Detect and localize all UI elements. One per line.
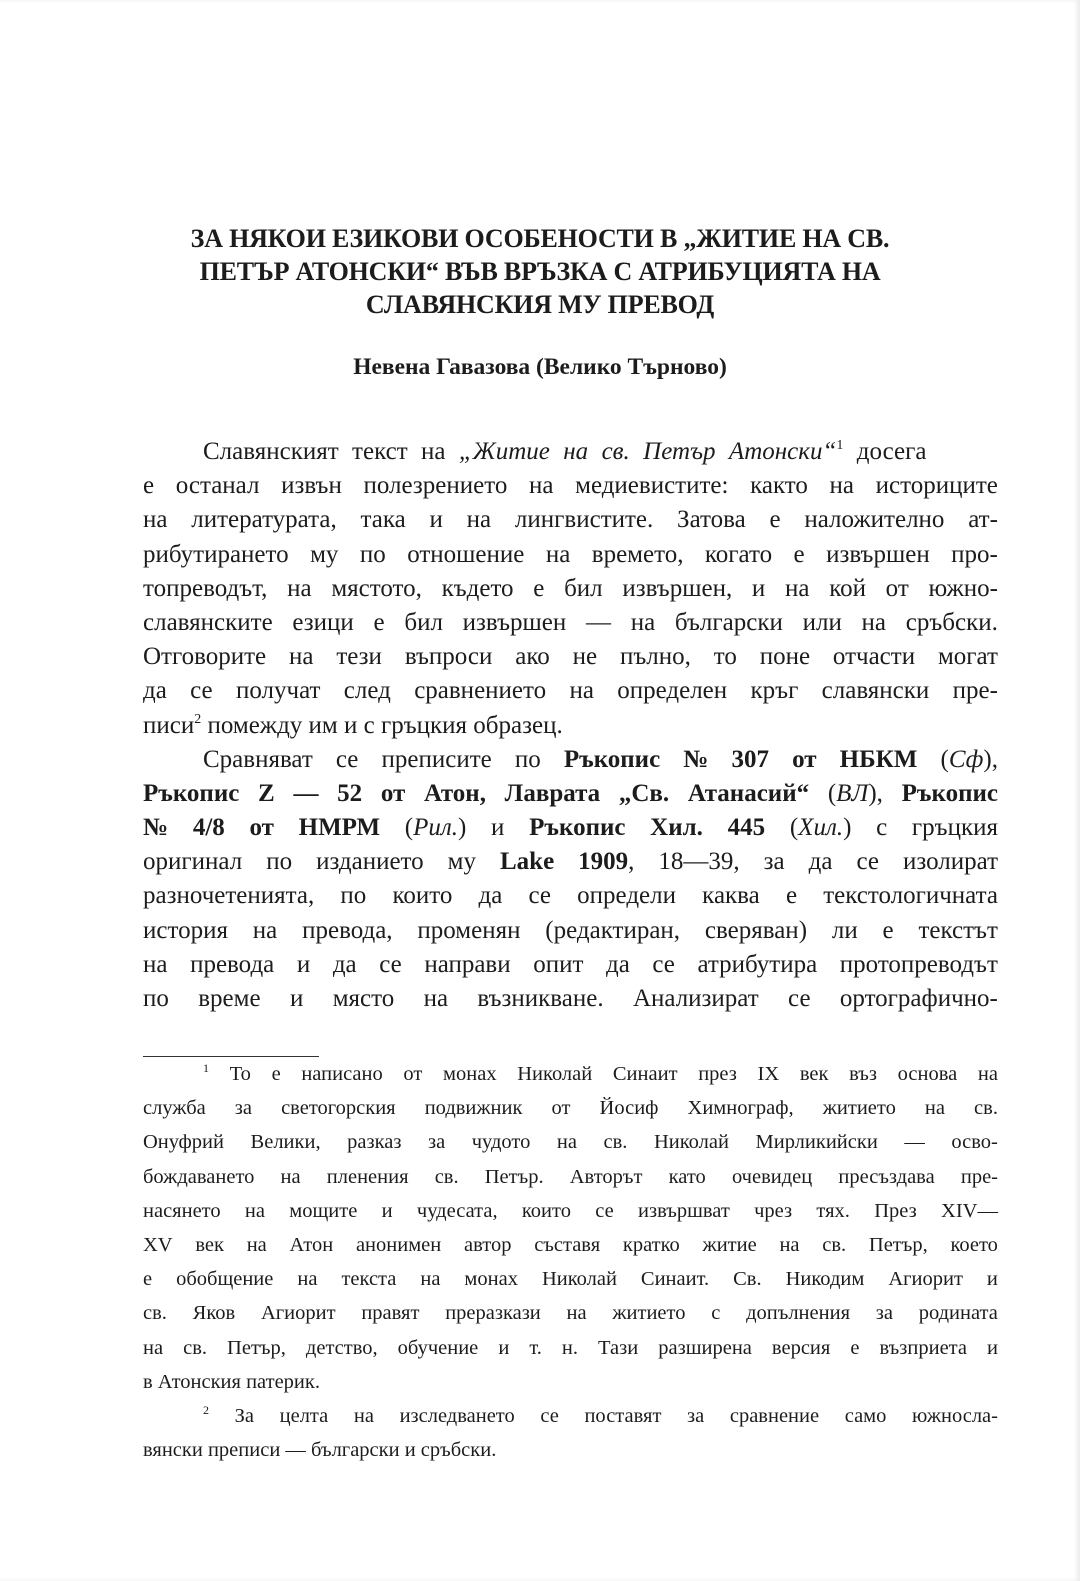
- word: да: [332, 950, 357, 978]
- footnote-line: [143, 1300, 998, 1334]
- word: век: [195, 1233, 224, 1256]
- word: извършват: [638, 1199, 730, 1222]
- word: извън: [281, 472, 342, 500]
- word: —: [904, 1131, 925, 1154]
- word: атрибутира: [697, 950, 818, 978]
- word: на: [779, 1233, 800, 1256]
- word: както: [750, 472, 808, 500]
- word: правят: [361, 1302, 420, 1325]
- word: св.: [183, 1336, 208, 1359]
- word: на: [246, 1233, 267, 1256]
- word: възникване.: [477, 985, 604, 1012]
- footnote-line: [143, 1335, 998, 1369]
- word: насянето: [143, 1199, 221, 1222]
- footnote-line: в Атонския патерик.: [143, 1370, 320, 1393]
- text-run: [143, 811, 998, 845]
- word: житието: [822, 1097, 896, 1120]
- word: на: [143, 506, 168, 534]
- text-run: [203, 743, 998, 777]
- text-line: [143, 640, 998, 674]
- word: Йосиф: [599, 1097, 659, 1120]
- word: [203, 435, 926, 469]
- word: на: [545, 540, 571, 568]
- word: възприета: [879, 1336, 967, 1359]
- word: така: [360, 506, 406, 534]
- word: пресъздава: [838, 1165, 935, 1188]
- text-line: [143, 879, 998, 913]
- word: XV: [143, 1233, 173, 1256]
- word: преразкази: [445, 1302, 541, 1325]
- word: на: [630, 608, 656, 636]
- word: про-: [951, 540, 998, 568]
- text-run: То е написано от монах Николай Синаит през IX век въз основа на: [209, 1063, 998, 1085]
- word: Затова: [677, 506, 746, 534]
- word: да: [478, 882, 503, 910]
- word: Химнограф,: [687, 1097, 794, 1120]
- word: През: [874, 1199, 917, 1222]
- word: Мирликийски: [755, 1131, 878, 1154]
- word: н.: [561, 1336, 579, 1359]
- footnote-number: 1: [203, 1061, 209, 1075]
- word: на: [244, 1199, 265, 1222]
- text-run: [143, 777, 998, 811]
- word: могат: [937, 643, 998, 671]
- word: на: [143, 1336, 164, 1359]
- word: които: [392, 882, 453, 910]
- word: чрез: [754, 1199, 793, 1222]
- word: то: [713, 643, 737, 671]
- word: и: [987, 1336, 998, 1359]
- word: ортографично-: [839, 985, 998, 1012]
- word: по: [340, 882, 367, 910]
- text-line: [143, 538, 998, 572]
- word: чудесата,: [416, 1199, 498, 1222]
- word: анонимен: [355, 1233, 442, 1256]
- word: мощите: [289, 1199, 358, 1222]
- word: времето,: [591, 540, 684, 568]
- word: Петър.: [484, 1165, 544, 1188]
- word: ако: [515, 643, 550, 671]
- word: XIV—: [941, 1199, 998, 1222]
- word: и: [429, 506, 443, 534]
- word: пре-: [952, 677, 998, 705]
- word: Тази: [598, 1336, 639, 1359]
- word: на: [297, 1268, 318, 1291]
- word: ли: [831, 916, 858, 944]
- word: история: [143, 916, 228, 944]
- word: поне: [759, 643, 811, 671]
- word: пълно,: [619, 643, 691, 671]
- word: текстологичната: [823, 882, 998, 910]
- word: очевидец: [731, 1165, 813, 1188]
- text-run: Славянският текст на: [203, 438, 459, 465]
- manuscript-ref: № 4/8 от НМРМ: [143, 814, 381, 842]
- word: извършен,: [622, 574, 733, 602]
- word: бил: [404, 608, 443, 636]
- word: славянски: [821, 677, 930, 705]
- word: чудото: [471, 1131, 531, 1154]
- footnote-line: [143, 1232, 998, 1266]
- word: автор: [464, 1233, 512, 1256]
- text-run: Сравняват се преписите по: [203, 745, 564, 773]
- word: е: [882, 916, 894, 944]
- word: версия: [771, 1336, 831, 1359]
- word: —: [585, 608, 611, 636]
- footnote-line: [143, 1266, 998, 1300]
- text-line: [143, 811, 998, 845]
- text-line: [143, 777, 998, 811]
- word: св.: [143, 1302, 167, 1325]
- word: получат: [235, 677, 321, 705]
- word: Петър,: [868, 1233, 928, 1256]
- word: житието: [612, 1302, 686, 1325]
- word: определи: [577, 882, 676, 910]
- word: на: [829, 472, 855, 500]
- text-line: [143, 572, 998, 606]
- word: отношение: [407, 540, 525, 568]
- text-line: [143, 982, 998, 1016]
- word: текстът: [918, 916, 998, 944]
- word: наложително: [804, 506, 945, 534]
- word: се: [190, 677, 213, 705]
- text-line: [143, 709, 998, 743]
- word: Яков: [192, 1302, 236, 1325]
- text-run: [203, 1403, 998, 1437]
- word: където: [441, 574, 514, 602]
- text-run: ) и: [458, 814, 530, 842]
- footnote-number: 2: [203, 1402, 209, 1417]
- footnote-separator: [143, 1056, 319, 1057]
- word: кой: [829, 574, 866, 602]
- text-run: оригинал по изданието му: [143, 848, 500, 876]
- text-run: (: [917, 745, 949, 773]
- word: сравнението: [414, 677, 547, 705]
- word: е: [143, 472, 155, 500]
- word: отчасти: [832, 643, 916, 671]
- word: опит: [533, 950, 584, 978]
- word: житие: [702, 1233, 757, 1256]
- word: сръбски.: [905, 608, 998, 636]
- word: сверяван): [704, 916, 808, 944]
- text-line: [143, 914, 998, 948]
- word: на: [529, 472, 554, 500]
- word: лингвистите.: [514, 506, 654, 534]
- siglum: ВЛ: [836, 779, 869, 807]
- word: български: [674, 608, 783, 636]
- word: разночетенията,: [143, 882, 315, 910]
- word: като: [668, 1165, 706, 1188]
- word: на: [252, 916, 278, 944]
- word: е: [373, 608, 385, 636]
- word: разказ: [347, 1131, 402, 1154]
- word: Агиорит: [888, 1268, 963, 1291]
- text-line: [143, 606, 998, 640]
- word: т.: [529, 1336, 542, 1359]
- word: Анализират: [632, 985, 759, 1012]
- text-run: , 18—39, за да се изолират: [628, 848, 998, 876]
- word: на: [861, 608, 887, 636]
- title-line: СЛАВЯНСКИЯ МУ ПРЕВОД: [365, 290, 715, 319]
- word: се: [379, 950, 402, 978]
- word: Николай: [653, 1131, 729, 1154]
- word: на: [289, 643, 314, 671]
- word: св.: [822, 1233, 847, 1256]
- word: по: [359, 540, 386, 568]
- word: топреводът,: [143, 574, 268, 602]
- word: определен: [617, 677, 728, 705]
- word: (редактиран,: [545, 916, 681, 944]
- word: не: [572, 643, 598, 671]
- word: св.: [434, 1165, 459, 1188]
- word: медиевистите:: [575, 472, 729, 500]
- word: на: [556, 1131, 577, 1154]
- word: въпроси: [404, 643, 493, 671]
- word: Авторът: [569, 1165, 643, 1188]
- text-line: [143, 948, 998, 982]
- word: славянските: [143, 608, 273, 636]
- word: Велики,: [250, 1131, 321, 1154]
- word: Атон: [289, 1233, 334, 1256]
- word: мястото,: [331, 574, 422, 602]
- word: Никодим: [785, 1268, 865, 1291]
- word: на: [569, 677, 594, 705]
- word: да: [143, 677, 167, 705]
- text-run: (: [809, 779, 837, 807]
- text-run: За целта на изследването се поставят за сравнение само южносла-: [209, 1404, 998, 1427]
- text-line: [143, 435, 998, 469]
- text-run: (: [380, 814, 414, 842]
- word: на: [785, 574, 810, 602]
- word: е: [143, 1268, 153, 1291]
- text-line: [143, 674, 998, 708]
- word: е: [533, 574, 545, 602]
- footnote-line: [143, 1095, 998, 1129]
- text-run: ),: [983, 745, 998, 773]
- manuscript-ref: Ръкопис № 307 от НБКМ: [563, 745, 918, 773]
- word: превода: [190, 950, 275, 978]
- word: езици: [292, 608, 354, 636]
- word: и: [296, 950, 311, 978]
- footnote-line: вянски преписи — български и сръбски.: [143, 1439, 497, 1462]
- text-run: [203, 1061, 998, 1095]
- word: тях.: [816, 1199, 850, 1222]
- footnote-line: [143, 1164, 998, 1198]
- word: от: [885, 574, 909, 602]
- word: бождаването: [143, 1165, 255, 1188]
- word: рибутирането: [143, 540, 289, 568]
- word: протопреводът: [839, 950, 998, 978]
- footnote-line: [143, 1061, 998, 1095]
- text-run: досега: [843, 438, 927, 465]
- word: за: [875, 1302, 893, 1325]
- word: на: [143, 950, 168, 978]
- word: му: [310, 540, 339, 568]
- word: текста: [341, 1268, 397, 1291]
- word: на: [420, 1268, 441, 1291]
- text-run: [143, 845, 998, 879]
- word: служба: [143, 1097, 206, 1120]
- word: осво-: [951, 1131, 998, 1154]
- word: с: [711, 1302, 721, 1325]
- main-text: [143, 435, 998, 1016]
- word: останал: [175, 472, 260, 500]
- article-title: [150, 222, 930, 321]
- word: или: [802, 608, 842, 636]
- word: монах: [464, 1268, 518, 1291]
- word: ат-: [968, 506, 998, 534]
- word: извършен: [462, 608, 567, 636]
- author-line: Невена Гавазова (Велико Търново): [353, 354, 727, 380]
- word: Онуфрий: [143, 1131, 224, 1154]
- footnote-ref-1[interactable]: 1: [836, 438, 844, 453]
- word: извършен: [826, 540, 930, 568]
- text-line: [143, 503, 998, 537]
- word: кръг: [750, 677, 799, 705]
- word: което: [950, 1233, 998, 1256]
- word: на: [287, 574, 312, 602]
- word: да: [605, 950, 630, 978]
- word: и: [986, 1268, 998, 1291]
- word: Отговорите: [143, 643, 267, 671]
- word: обучение: [397, 1336, 479, 1359]
- word: родината: [918, 1302, 998, 1325]
- word: и: [289, 985, 304, 1012]
- word: направи: [424, 950, 511, 978]
- word: се: [652, 950, 675, 978]
- text-line: [143, 845, 998, 879]
- word: след: [343, 677, 391, 705]
- siglum: Рил.: [413, 814, 459, 842]
- word: Синаит.: [640, 1268, 710, 1291]
- word: място: [332, 985, 395, 1012]
- edition-ref: Lake 1909: [499, 848, 629, 876]
- word: превода,: [302, 916, 393, 944]
- word: време: [198, 985, 261, 1012]
- title-line: ЗА НЯКОИ ЕЗИКОВИ ОСОБЕНОСТИ В „ЖИТИЕ НА СВ.: [190, 224, 890, 253]
- word: се: [528, 882, 551, 910]
- text-run: писи: [143, 711, 195, 739]
- word: пленения: [326, 1165, 409, 1188]
- word: променян: [417, 916, 521, 944]
- text-run: (: [765, 814, 799, 842]
- word: когато: [704, 540, 773, 568]
- word: и: [498, 1336, 510, 1359]
- word: каква: [702, 882, 760, 910]
- word: историците: [875, 472, 998, 500]
- word: подвижник: [424, 1097, 523, 1120]
- text-run: помежду им и с гръцкия образец.: [201, 711, 563, 739]
- word: южно-: [928, 574, 998, 602]
- word: съставя: [534, 1233, 601, 1256]
- text-line: [143, 469, 998, 503]
- footnote-line: [143, 1198, 998, 1232]
- word: допълнения: [746, 1302, 850, 1325]
- footnotes: [143, 1061, 998, 1471]
- manuscript-ref: Ръкопис Z — 52 от Атон, Лаврата „Св. Атанасий“: [143, 779, 810, 807]
- word: и: [381, 1199, 393, 1222]
- siglum: Сф: [948, 745, 984, 773]
- text-run: ) с гръцкия: [843, 814, 999, 842]
- text-line: [143, 743, 998, 777]
- word: на: [566, 1302, 587, 1325]
- text-run: ),: [868, 779, 902, 807]
- word: светогорския: [281, 1097, 396, 1120]
- word: се: [788, 985, 811, 1012]
- word: за: [427, 1131, 446, 1154]
- word: пре-: [960, 1165, 998, 1188]
- manuscript-ref: Ръкопис: [901, 779, 998, 807]
- word: Агиорит: [260, 1302, 336, 1325]
- word: от: [551, 1097, 571, 1120]
- word: литературата,: [191, 506, 337, 534]
- word: е: [850, 1336, 860, 1359]
- word: Св.: [733, 1268, 762, 1291]
- word: е: [793, 540, 805, 568]
- word: разширена: [658, 1336, 752, 1359]
- word: на: [423, 985, 449, 1012]
- word: тези: [336, 643, 382, 671]
- word: на: [924, 1097, 945, 1120]
- text-run: [143, 709, 563, 743]
- word: които: [521, 1199, 571, 1222]
- word: Петър,: [227, 1336, 286, 1359]
- word: бил: [564, 574, 603, 602]
- title-line: ПЕТЪР АТОНСКИ“ ВЪВ ВРЪЗКА С АТРИБУЦИЯТА НА: [199, 257, 881, 286]
- siglum: Хил.: [798, 814, 844, 842]
- word: на: [280, 1165, 301, 1188]
- word: полезрението: [363, 472, 508, 500]
- word: се: [595, 1199, 614, 1222]
- word: е: [785, 882, 798, 910]
- word: и: [751, 574, 766, 602]
- word: кратко: [622, 1233, 680, 1256]
- footnote-ref-2[interactable]: 2: [194, 711, 202, 727]
- word: обобщение: [176, 1268, 274, 1291]
- word: по: [143, 985, 169, 1012]
- manuscript-ref: Ръкопис Хил. 445: [529, 814, 766, 842]
- footnote-line: [143, 1129, 998, 1163]
- word: Николай: [541, 1268, 617, 1291]
- footnote-line: [143, 1403, 998, 1437]
- work-title: „Житие на св. Петър Атонски“: [458, 438, 837, 465]
- word: детство,: [305, 1336, 378, 1359]
- word: св.: [974, 1097, 998, 1120]
- word: св.: [603, 1131, 628, 1154]
- word: за: [234, 1097, 252, 1120]
- word: е: [769, 506, 781, 534]
- word: на: [466, 506, 492, 534]
